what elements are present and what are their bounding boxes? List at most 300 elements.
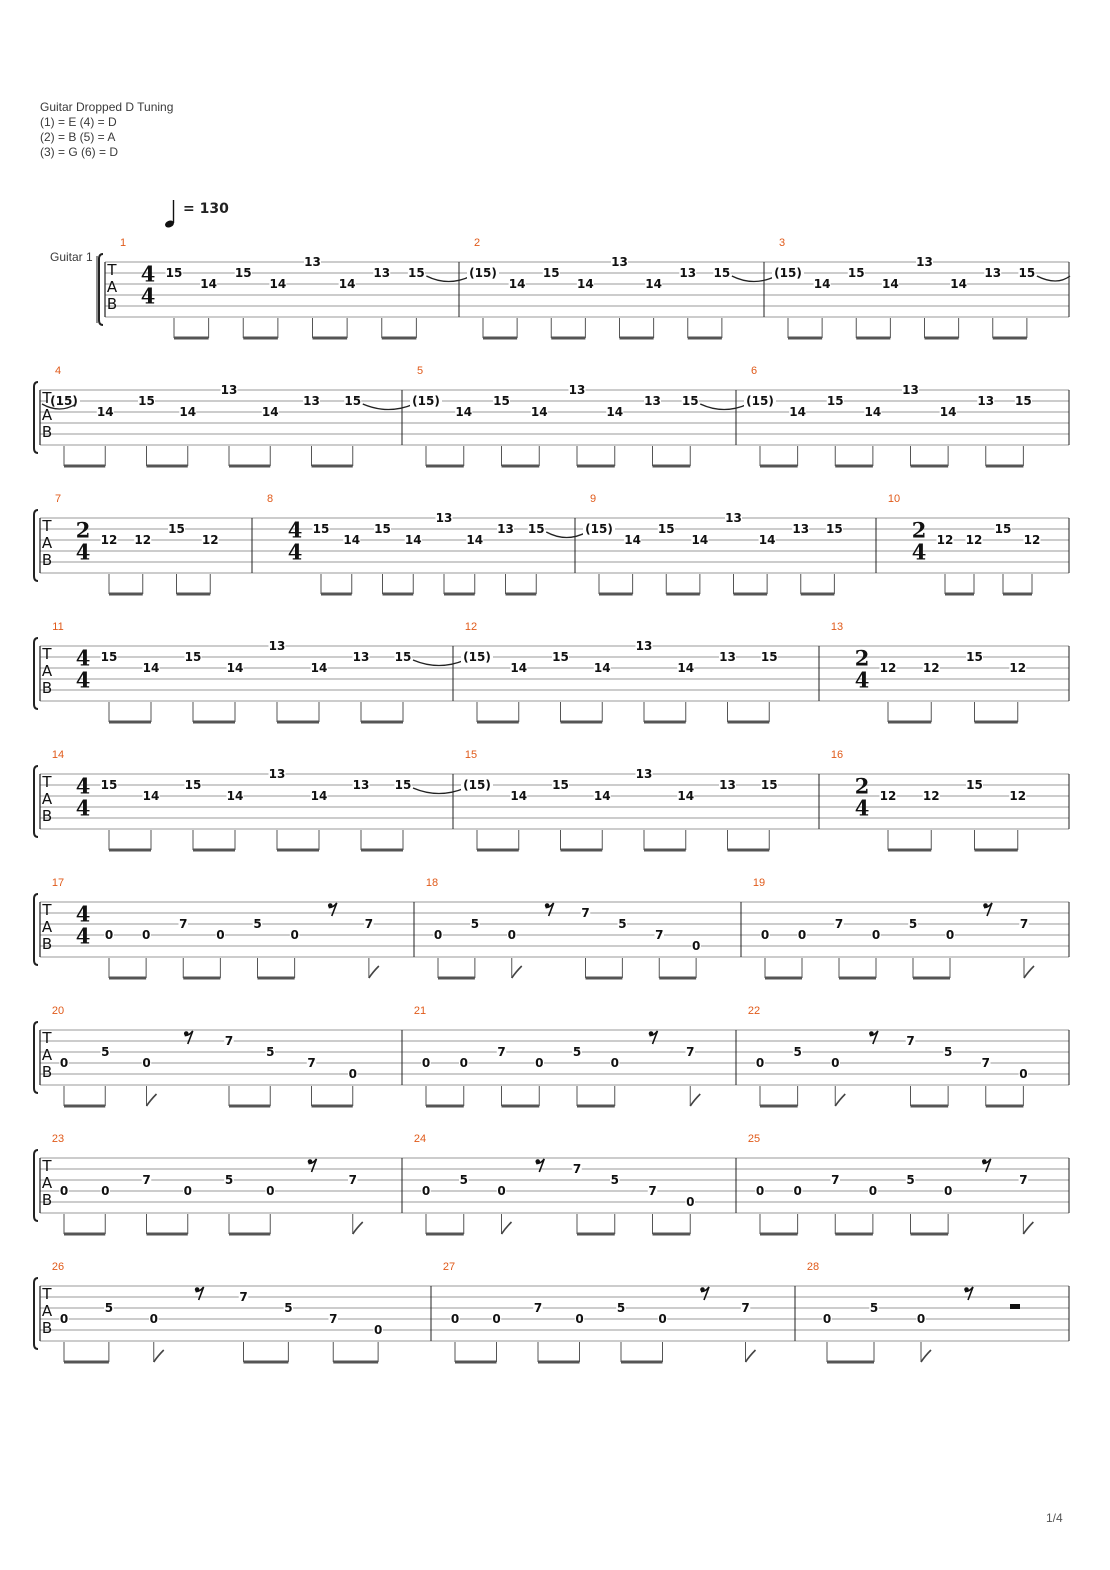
- fret-number: 0: [450, 1312, 460, 1326]
- eighth-rest: [964, 1287, 973, 1300]
- fret-number: 0: [266, 1184, 275, 1198]
- fret-number: 13: [352, 778, 370, 792]
- fret-number: 15: [542, 266, 560, 280]
- fret-number: 0: [868, 1184, 878, 1198]
- fret-number: 7: [142, 1173, 151, 1187]
- tab-clef-letter: T: [42, 1157, 52, 1175]
- time-signature-top: 4: [75, 773, 91, 799]
- fret-number: 15: [681, 394, 699, 408]
- measure-number: 15: [464, 749, 478, 761]
- system-bracket: [34, 1278, 38, 1349]
- fret-number: 13: [268, 639, 286, 653]
- fret-number: 0: [433, 928, 443, 942]
- fret-number: 5: [943, 1045, 953, 1059]
- time-signature-bottom: 4: [854, 667, 870, 693]
- fret-number: 14: [142, 661, 160, 675]
- fret-number: 14: [343, 533, 361, 547]
- fret-number: 0: [421, 1184, 431, 1198]
- fret-number: 15: [408, 266, 425, 280]
- measure-number: 21: [413, 1005, 427, 1017]
- measure-number: 14: [51, 749, 65, 761]
- measure-number: 3: [778, 237, 786, 249]
- time-signature-bottom: 4: [75, 795, 91, 821]
- tab-clef-letter: B: [41, 551, 53, 569]
- fret-number: 15: [657, 522, 675, 536]
- fret-number: 7: [831, 1173, 840, 1187]
- system-bracket: [34, 382, 38, 453]
- fret-number: (15): [774, 266, 802, 280]
- note-flag: [1023, 1222, 1033, 1234]
- tab-clef-letter: B: [41, 679, 53, 697]
- fret-number: 15: [374, 522, 391, 536]
- tab-clef-letter: T: [42, 389, 52, 407]
- fret-number: 13: [679, 266, 697, 280]
- fret-number: 12: [1023, 533, 1041, 547]
- fret-number: 7: [834, 917, 844, 931]
- tie-arc: [413, 788, 465, 794]
- fret-number: 0: [421, 1056, 431, 1070]
- tab-clef-letter: T: [42, 901, 52, 919]
- system-bracket: [34, 1022, 38, 1093]
- fret-number: 15: [552, 778, 569, 792]
- fret-number: 15: [344, 394, 362, 408]
- tab-clef-letter: A: [41, 662, 53, 680]
- fret-number: 0: [290, 928, 299, 942]
- measure-number: 25: [747, 1133, 761, 1145]
- tie-arc: [700, 404, 748, 410]
- note-flag: [502, 1222, 512, 1234]
- fret-number: 0: [149, 1312, 158, 1326]
- fret-number: 0: [373, 1323, 383, 1337]
- fret-number: 14: [310, 789, 328, 803]
- fret-number: 5: [869, 1301, 879, 1315]
- fret-number: 0: [348, 1067, 357, 1081]
- fret-number: 13: [435, 511, 453, 525]
- fret-number: 0: [916, 1312, 926, 1326]
- fret-number: 7: [1019, 1173, 1028, 1187]
- fret-number: 5: [906, 1173, 915, 1187]
- measure-number: 12: [464, 621, 478, 633]
- time-signature-bottom: 4: [854, 795, 870, 821]
- fret-number: 15: [100, 650, 118, 664]
- fret-number: 14: [813, 277, 831, 291]
- measure-number: 5: [416, 365, 424, 377]
- fret-number: 14: [404, 533, 422, 547]
- note-flag: [369, 966, 379, 978]
- measure-number: 10: [887, 493, 901, 505]
- fret-number: 15: [312, 522, 330, 536]
- tie-arc: [363, 404, 414, 410]
- note-flag: [835, 1094, 845, 1106]
- measure-number: 28: [806, 1261, 820, 1273]
- time-signature-bottom: 4: [75, 539, 91, 565]
- fret-number: (15): [469, 266, 497, 280]
- time-signature-top: 2: [854, 773, 870, 799]
- fret-number: 13: [497, 522, 514, 536]
- tie-arc: [1037, 276, 1070, 281]
- fret-number: 15: [966, 650, 983, 664]
- fret-number: 15: [966, 778, 983, 792]
- fret-number: 0: [943, 1184, 953, 1198]
- fret-number: 0: [755, 1056, 765, 1070]
- tuning-line-1: (1) = E (4) = D: [40, 115, 117, 129]
- tempo-value: = 130: [183, 201, 229, 217]
- fret-number: 14: [508, 277, 526, 291]
- fret-number: 13: [268, 767, 286, 781]
- fret-number: 14: [510, 789, 528, 803]
- fret-number: 0: [793, 1184, 802, 1198]
- eighth-rest: [649, 1031, 658, 1044]
- time-signature-top: 4: [75, 645, 91, 671]
- fret-number: 14: [466, 533, 484, 547]
- fret-number: 5: [470, 917, 480, 931]
- fret-number: 0: [59, 1056, 69, 1070]
- fret-number: 13: [984, 266, 1002, 280]
- fret-number: 14: [226, 661, 244, 675]
- eighth-rest: [535, 1159, 544, 1172]
- fret-number: 0: [871, 928, 881, 942]
- system-bracket: [34, 766, 38, 837]
- fret-number: 15: [138, 394, 155, 408]
- fret-number: 14: [677, 789, 695, 803]
- tab-system-4: [34, 638, 1069, 722]
- fret-number: 0: [691, 939, 701, 953]
- note-flag: [353, 1222, 363, 1234]
- fret-number: 15: [826, 394, 844, 408]
- measure-number: 17: [51, 877, 65, 889]
- tab-clef-letter: T: [42, 1029, 52, 1047]
- note-flag: [154, 1350, 164, 1362]
- fret-number: 5: [793, 1045, 802, 1059]
- fret-number: 5: [616, 1301, 626, 1315]
- fret-number: 13: [220, 383, 238, 397]
- fret-number: 14: [593, 661, 611, 675]
- tab-clef-letter: T: [107, 261, 117, 279]
- eighth-rest: [869, 1031, 878, 1044]
- fret-number: 15: [994, 522, 1012, 536]
- time-signature-bottom: 4: [75, 923, 91, 949]
- fret-number: 15: [847, 266, 865, 280]
- fret-number: 0: [822, 1312, 832, 1326]
- fret-number: 7: [224, 1034, 234, 1048]
- fret-number: (15): [746, 394, 774, 408]
- fret-number: 15: [527, 522, 545, 536]
- fret-number: (15): [412, 394, 440, 408]
- tuning-line-2: (2) = B (5) = A: [40, 130, 116, 144]
- fret-number: 12: [922, 661, 940, 675]
- fret-number: 15: [234, 266, 252, 280]
- fret-number: 14: [310, 661, 328, 675]
- fret-number: 13: [644, 394, 661, 408]
- fret-number: 14: [691, 533, 709, 547]
- tab-clef-letter: A: [41, 1302, 53, 1320]
- fret-number: 14: [338, 277, 356, 291]
- fret-number: 14: [882, 277, 899, 291]
- fret-number: 14: [200, 277, 217, 291]
- fret-number: (15): [463, 650, 491, 664]
- note-flag: [1024, 966, 1034, 978]
- page-number: 1/4: [1046, 1511, 1063, 1525]
- fret-number: 0: [59, 1184, 69, 1198]
- note-flag: [746, 1350, 756, 1362]
- fret-number: 14: [864, 405, 882, 419]
- tab-clef-letter: A: [41, 1046, 53, 1064]
- eighth-rest: [328, 903, 337, 916]
- fret-number: 14: [758, 533, 776, 547]
- fret-number: 7: [348, 1173, 357, 1187]
- fret-number: 15: [493, 394, 510, 408]
- fret-number: 5: [572, 1045, 582, 1059]
- fret-number: 5: [266, 1045, 275, 1059]
- eighth-rest: [982, 1159, 991, 1172]
- measure-number: 22: [747, 1005, 761, 1017]
- fret-number: 15: [394, 650, 412, 664]
- fret-number: 7: [497, 1045, 506, 1059]
- tab-system-8: [34, 1150, 1069, 1234]
- fret-number: 7: [906, 1034, 915, 1048]
- fret-number: 0: [507, 928, 516, 942]
- tab-system-1: [97, 254, 1070, 338]
- fret-number: 13: [719, 778, 736, 792]
- measure-number: 2: [473, 237, 481, 249]
- fret-number: 15: [826, 522, 843, 536]
- fret-number: 14: [645, 277, 662, 291]
- eighth-rest: [195, 1287, 204, 1300]
- fret-number: 0: [142, 1056, 151, 1070]
- fret-number: 14: [510, 661, 528, 675]
- fret-number: 13: [373, 266, 391, 280]
- tuning-line-3: (3) = G (6) = D: [40, 145, 119, 159]
- measure-number: 23: [51, 1133, 65, 1145]
- measure-number: 26: [51, 1261, 65, 1273]
- system-bracket: [34, 638, 38, 709]
- tab-clef-letter: A: [41, 406, 53, 424]
- fret-number: 12: [879, 789, 897, 803]
- measure-number: 19: [752, 877, 766, 889]
- measure-number: 1: [119, 237, 127, 249]
- fret-number: 15: [760, 650, 778, 664]
- note-flag: [921, 1350, 931, 1362]
- fret-number: 15: [1015, 394, 1032, 408]
- system-bracket: [99, 254, 103, 325]
- fret-number: 0: [459, 1056, 468, 1070]
- fret-number: 15: [760, 778, 778, 792]
- time-signature-bottom: 4: [140, 283, 156, 309]
- fret-number: 7: [364, 917, 374, 931]
- tab-clef-letter: B: [41, 423, 53, 441]
- measure-number: 18: [425, 877, 439, 889]
- fret-number: 14: [179, 405, 197, 419]
- fret-number: 14: [624, 533, 641, 547]
- fret-number: 12: [1009, 661, 1027, 675]
- fret-number: 7: [239, 1290, 248, 1304]
- measure-number: 16: [830, 749, 844, 761]
- measure-number: 4: [54, 365, 62, 377]
- fret-number: 0: [59, 1312, 69, 1326]
- measure-number: 7: [54, 493, 62, 505]
- fret-number: 14: [261, 405, 279, 419]
- tab-clef-letter: A: [41, 918, 53, 936]
- half-rest: [1010, 1304, 1020, 1309]
- eighth-rest: [700, 1287, 709, 1300]
- fret-number: 14: [950, 277, 967, 291]
- tab-system-6: [34, 894, 1069, 978]
- eighth-rest: [308, 1159, 317, 1172]
- tie-arc: [732, 276, 776, 282]
- tuning-title: Guitar Dropped D Tuning: [40, 100, 174, 114]
- fret-number: 0: [658, 1312, 667, 1326]
- fret-number: 0: [1019, 1067, 1028, 1081]
- fret-number: 14: [577, 277, 594, 291]
- fret-number: 12: [879, 661, 897, 675]
- fret-number: 5: [459, 1173, 468, 1187]
- fret-number: 13: [303, 394, 320, 408]
- fret-number: 15: [184, 778, 202, 792]
- tab-clef-letter: T: [42, 517, 52, 535]
- fret-number: 13: [725, 511, 742, 525]
- fret-number: 15: [713, 266, 731, 280]
- time-signature-top: 4: [140, 261, 156, 287]
- time-signature-top: 2: [75, 517, 91, 543]
- fret-number: (15): [50, 394, 78, 408]
- time-signature-bottom: 4: [287, 539, 303, 565]
- tab-system-2: [34, 382, 1069, 466]
- fret-number: 7: [741, 1301, 750, 1315]
- fret-number: 13: [304, 255, 321, 269]
- fret-number: 13: [611, 255, 628, 269]
- fret-number: 5: [101, 1045, 110, 1059]
- fret-number: 0: [497, 1184, 506, 1198]
- fret-number: 0: [535, 1056, 544, 1070]
- tab-clef-letter: B: [106, 295, 118, 313]
- fret-number: 15: [100, 778, 118, 792]
- fret-number: 12: [134, 533, 152, 547]
- fret-number: 0: [760, 928, 770, 942]
- fret-number: 13: [902, 383, 919, 397]
- measure-number: 8: [266, 493, 274, 505]
- note-flag: [512, 966, 522, 978]
- fret-number: 0: [755, 1184, 765, 1198]
- fret-number: 7: [655, 928, 664, 942]
- fret-number: 5: [908, 917, 918, 931]
- fret-number: 15: [184, 650, 202, 664]
- fret-number: 5: [104, 1301, 114, 1315]
- tab-system-5: [34, 766, 1069, 850]
- fret-number: 14: [593, 789, 611, 803]
- tab-clef-letter: T: [42, 1285, 52, 1303]
- measure-number: 27: [442, 1261, 456, 1273]
- time-signature-top: 2: [911, 517, 927, 543]
- fret-number: 13: [568, 383, 586, 397]
- fret-number: 12: [1009, 789, 1027, 803]
- fret-number: 0: [831, 1056, 840, 1070]
- eighth-rest: [545, 903, 554, 916]
- time-signature-bottom: 4: [75, 667, 91, 693]
- time-signature-bottom: 4: [911, 539, 927, 565]
- fret-number: 13: [719, 650, 736, 664]
- tab-clef-letter: B: [41, 1191, 53, 1209]
- time-signature-top: 4: [287, 517, 303, 543]
- fret-number: 0: [686, 1195, 695, 1209]
- fret-number: 13: [352, 650, 370, 664]
- fret-number: 15: [168, 522, 185, 536]
- fret-number: 0: [183, 1184, 192, 1198]
- tab-clef-letter: A: [106, 278, 118, 296]
- tie-arc: [546, 532, 587, 538]
- tie-arc: [426, 276, 471, 282]
- tab-clef-letter: T: [42, 645, 52, 663]
- fret-number: 0: [575, 1312, 584, 1326]
- note-flag: [690, 1094, 700, 1106]
- tab-clef-letter: B: [41, 807, 53, 825]
- fret-number: 12: [936, 533, 954, 547]
- fret-number: 14: [96, 405, 114, 419]
- tie-arc: [413, 660, 465, 666]
- fret-number: 0: [610, 1056, 619, 1070]
- measure-number: 11: [52, 621, 64, 633]
- fret-number: 14: [606, 405, 624, 419]
- system-bracket: [34, 894, 38, 965]
- tab-clef-letter: T: [42, 773, 52, 791]
- fret-number: 7: [981, 1056, 990, 1070]
- fret-number: 7: [329, 1312, 338, 1326]
- eighth-rest: [983, 903, 992, 916]
- fret-number: 5: [253, 917, 262, 931]
- tab-system-7: [34, 1022, 1069, 1106]
- fret-number: 12: [201, 533, 219, 547]
- system-bracket: [34, 1150, 38, 1221]
- fret-number: 0: [104, 928, 114, 942]
- fret-number: 5: [610, 1173, 619, 1187]
- fret-number: 15: [552, 650, 569, 664]
- tab-clef-letter: A: [41, 790, 53, 808]
- fret-number: 7: [686, 1045, 695, 1059]
- measure-number: 6: [750, 365, 758, 377]
- tab-system-9: [34, 1278, 1069, 1362]
- note-flag: [147, 1094, 157, 1106]
- instrument-label: Guitar 1: [50, 250, 93, 264]
- fret-number: 14: [530, 405, 548, 419]
- tab-clef-letter: A: [41, 1174, 53, 1192]
- system-bracket: [34, 510, 38, 581]
- fret-number: 14: [455, 405, 473, 419]
- fret-number: 13: [916, 255, 933, 269]
- measure-number: 13: [830, 621, 844, 633]
- measure-number: 20: [51, 1005, 65, 1017]
- fret-number: 5: [224, 1173, 234, 1187]
- fret-number: (15): [585, 522, 613, 536]
- tab-clef-letter: A: [41, 534, 53, 552]
- eighth-rest: [184, 1031, 193, 1044]
- fret-number: 13: [635, 639, 653, 653]
- fret-number: 7: [572, 1162, 582, 1176]
- fret-number: (15): [463, 778, 491, 792]
- fret-number: 0: [945, 928, 955, 942]
- fret-number: 0: [216, 928, 225, 942]
- measure-number: 24: [413, 1133, 427, 1145]
- fret-number: 7: [581, 906, 590, 920]
- fret-number: 13: [792, 522, 810, 536]
- fret-number: 13: [635, 767, 653, 781]
- fret-number: 7: [533, 1301, 543, 1315]
- fret-number: 14: [142, 789, 160, 803]
- fret-number: 5: [284, 1301, 293, 1315]
- fret-number: 0: [492, 1312, 501, 1326]
- fret-number: 7: [179, 917, 188, 931]
- fret-number: 14: [269, 277, 287, 291]
- fret-number: 0: [141, 928, 151, 942]
- fret-number: 7: [648, 1184, 657, 1198]
